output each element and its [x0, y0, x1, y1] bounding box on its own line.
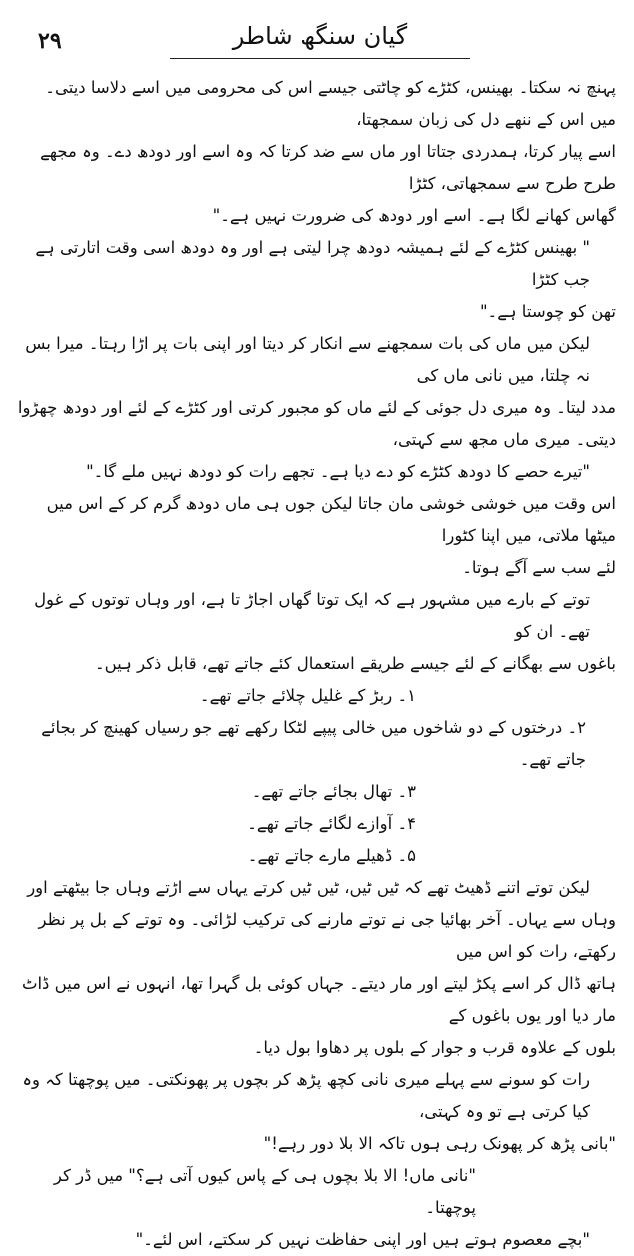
text-line: " بھینس کٹڑے کے لئے ہمیشہ دودھ چرا لیتی ہے اور وہ دودھ اسی وقت اتارتی ہے جب کٹڑا: [35, 238, 590, 289]
running-title: گیان سنگھ شاطر: [232, 22, 408, 50]
text-line: بلوں کے علاوہ قرب و جوار کے بلوں پر دھاوا بول دیا۔: [253, 1038, 616, 1057]
text-line: لئے سب سے آگے ہوتا۔: [462, 558, 616, 577]
text-line: تھن کو چوستا ہے۔": [479, 302, 616, 321]
text-line: "بانی پڑھ کر پھونک رہی ہوں تاکہ الا بلا دور رہے!": [263, 1134, 616, 1153]
text-line: اسے پیار کرتا، ہمدردی جتاتا اور ماں سے ضد کرتا کہ وہ اسے اور دودھ دے۔ وہ مجھے طرح طرح سے سمجھاتی، کٹڑا: [40, 142, 616, 193]
page-body: [14, 72, 616, 1256]
text-line: لیکن میں ماں کی بات سمجھنے سے انکار کر دیتا اور اپنی بات پر اڑا رہتا۔ میرا بس نہ چلتا، میں نانی ماں کی: [25, 334, 590, 385]
list-item: ۳۔ تھال بجائے جاتے تھے۔: [251, 782, 416, 801]
text-line: باغوں سے بھگانے کے لئے جیسے طریقے استعمال کئے جاتے تھے، قابل ذکر ہیں۔: [94, 654, 616, 673]
text-line: پہنچ نہ سکتا۔ بھینس، کٹڑے کو چاٹتی جیسے اس کی محرومی میں اسے دلاسا دیتی۔ میں اس کے ننھے دل کی زبان سمجھتا،: [45, 78, 616, 129]
text-line: "بچے معصوم ہوتے ہیں اور اپنی حفاظت نہیں کر سکتے، اس لئے۔": [135, 1230, 590, 1249]
text-line: لیکن توتے اتنے ڈھیٹ تھے کہ ٹیں ٹیں، ٹیں ٹیں کرتے یہاں سے اڑتے وہاں جا بیٹھتے اور: [27, 878, 590, 897]
text-line: اس وقت میں خوشی خوشی مان جاتا لیکن جوں ہی ماں دودھ گرم کر کے اس میں میٹھا ملاتی، میں اپنا کٹورا: [46, 494, 616, 545]
list-item: ۴۔ آوازے لگائے جاتے تھے۔: [247, 814, 416, 833]
text-line: ہاتھ ڈال کر اسے پکڑ لیتے اور مار دیتے۔ جہاں کوئی بل گہرا تھا، انہوں نے اس میں ڈاٹ مار دیا اور یوں باغوں کے: [21, 974, 616, 1025]
text-line: "نانی ماں! الا بلا بچوں ہی کے پاس کیوں آتی ہے؟" میں ڈر کر پوچھتا۔: [53, 1166, 476, 1217]
header-rule: [170, 58, 470, 59]
text-line: رات کو سونے سے پہلے میری نانی کچھ پڑھ کر بچوں پر پھونکتی۔ میں پوچھتا کہ وہ کیا کرتی ہے تو وہ کہتی،: [22, 1070, 590, 1121]
text-line: "تیرے حصے کا دودھ کٹڑے کو دے دیا ہے۔ تجھے رات کو دودھ نہیں ملے گا۔": [86, 462, 590, 481]
list-item: ۵۔ ڈھیلے مارے جاتے تھے۔: [247, 846, 416, 865]
text-line: وہاں سے یہاں۔ آخر بھائیا جی نے توتے مارنے کی ترکیب لڑائی۔ وہ توتے کے بل پر نظر رکھتے، رات کو اس میں: [38, 910, 616, 961]
page-number: ۲۹: [38, 28, 62, 54]
text-line: توتے کے بارے میں مشہور ہے کہ ایک توتا گھاں اجاڑ تا ہے، اور وہاں توتوں کے غول تھے۔ ان کو: [34, 590, 590, 641]
text-line: گھاس کھانے لگا ہے۔ اسے اور دودھ کی ضرورت نہیں ہے۔": [212, 206, 616, 225]
list-item: ۲۔ درختوں کے دو شاخوں میں خالی پیپے لٹکا رکھے تھے جو رسیاں کھینچ کر بجائے جاتے تھے۔: [41, 718, 586, 769]
text-line: مدد لیتا۔ وہ میری دل جوئی کے لئے ماں کو مجبور کرتی اور کٹڑے کے لئے اور دودھ چھڑوا دیتی۔ میری ماں مجھ سے کہتی،: [17, 398, 616, 449]
list-item: ۱۔ ربڑ کے غلیل چلائے جاتے تھے۔: [199, 686, 416, 705]
